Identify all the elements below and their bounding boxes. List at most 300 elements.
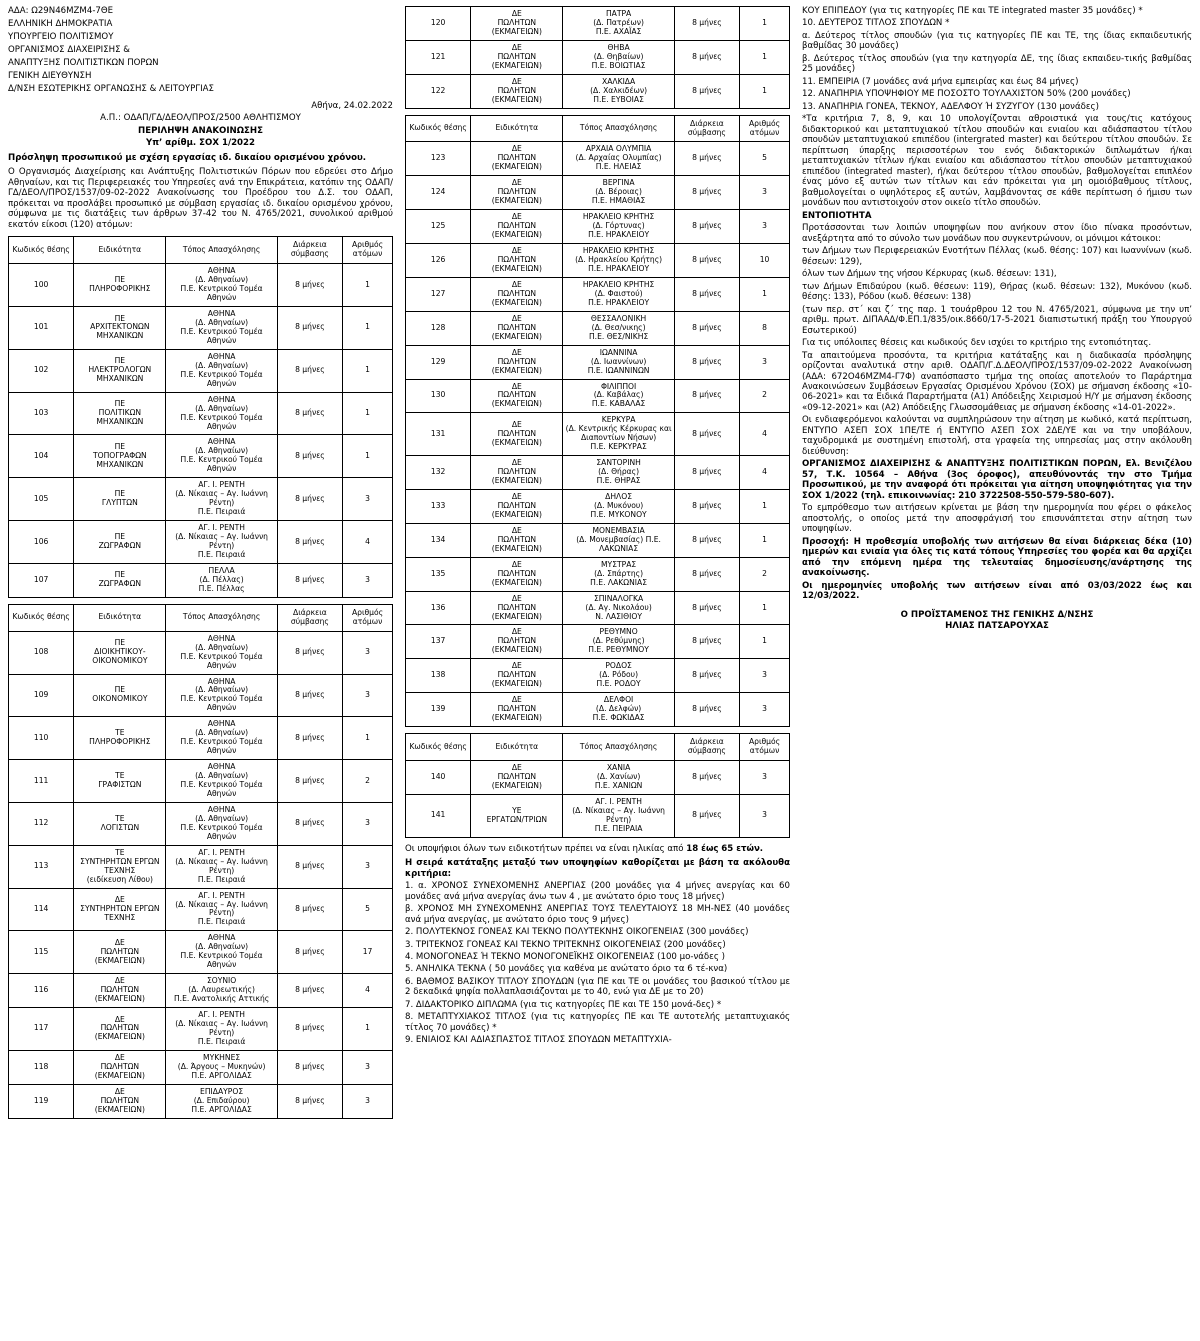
cell-specialty: ΔΕ ΠΩΛΗΤΩΝ (ΕΚΜΑΓΕΙΩΝ): [74, 1050, 166, 1084]
cell-specialty: ΔΕ ΠΩΛΗΤΩΝ (ΕΚΜΑΓΕΙΩΝ): [471, 345, 563, 379]
cell-code: 110: [9, 717, 74, 760]
cell-code: 115: [9, 931, 74, 974]
table-row: [406, 591, 790, 625]
table-row: [406, 311, 790, 345]
cell-duration: 8 μήνες: [674, 591, 739, 625]
cell-code: 126: [406, 244, 471, 278]
table-row: [9, 931, 393, 974]
table-row: [406, 244, 790, 278]
criterion-8: 8. ΜΕΤΑΠΤΥΧΙΑΚΟΣ ΤΙΤΛΟΣ (για τις κατηγορίες ΠΕ και ΤΕ αυτοτελής μεταπτυχιακός τίτλος 70 μονάδες) *: [405, 1012, 790, 1033]
criterion-6: 6. ΒΑΘΜΟΣ ΒΑΣΙΚΟΥ ΤΙΤΛΟΥ ΣΠΟΥΔΩΝ (για ΠΕ και ΤΕ οι μονάδες του βασικού τίτλου με 2 δεκαδικά ψηφία πολλαπλασιάζονται με το 40, ενώ για ΔΕ με το 20): [405, 976, 790, 998]
cell-location: ΑΘΗΝΑ (Δ. Αθηναίων) Π.Ε. Κεντρικού Τομέα Αθηνών: [166, 264, 277, 307]
cell-specialty: ΔΕ ΠΩΛΗΤΩΝ (ΕΚΜΑΓΕΙΩΝ): [471, 74, 563, 108]
timeliness-note: Το εμπρόθεσμο των αιτήσεων κρίνεται με βάση την ημερομηνία που φέρει ο φάκελος αποστολής, ο οποίος μετά την αποσφράγισή του επισυνάπτεται στην αίτηση των υποψηφίων.: [802, 503, 1192, 535]
cell-duration: 8 μήνες: [277, 1008, 342, 1051]
cell-location: ΣΠΙΝΑΛΟΓΚΑ (Δ. Αγ. Νικολάου) Ν. ΛΑΣΙΘΙΟΥ: [563, 591, 674, 625]
cell-duration: 8 μήνες: [674, 311, 739, 345]
cell-specialty: ΠΕ ΓΛΥΠΤΩΝ: [74, 478, 166, 521]
cell-duration: 8 μήνες: [674, 760, 739, 794]
cell-duration: 8 μήνες: [277, 435, 342, 478]
cell-specialty: ΔΕ ΠΩΛΗΤΩΝ (ΕΚΜΑΓΕΙΩΝ): [471, 277, 563, 311]
cell-count: 2: [740, 379, 790, 413]
th-location: Τόπος Απασχόλησης: [166, 604, 277, 631]
cell-code: 113: [9, 845, 74, 888]
cell-code: 106: [9, 521, 74, 564]
table-body: [406, 760, 790, 837]
table-row: [9, 974, 393, 1008]
cell-count: 3: [343, 631, 393, 674]
cell-location: ΜΥΚΗΝΕΣ (Δ. Άργους – Μυκηνών) Π.Ε. ΑΡΓΟΛΙΔΑΣ: [166, 1050, 277, 1084]
cell-location: ΑΘΗΝΑ (Δ. Αθηναίων) Π.Ε. Κεντρικού Τομέα Αθηνών: [166, 802, 277, 845]
th-specialty: Ειδικότητα: [74, 237, 166, 264]
cell-specialty: ΔΕ ΠΩΛΗΤΩΝ (ΕΚΜΑΓΕΙΩΝ): [471, 523, 563, 557]
cell-count: 4: [343, 974, 393, 1008]
criterion-5: 5. ΑΝΗΛΙΚΑ ΤΕΚΝΑ ( 50 μονάδες για καθένα με ανώτατο όριο τα 6 τέ-κνα): [405, 964, 728, 975]
table-row: [9, 563, 393, 597]
cell-specialty: ΔΕ ΠΩΛΗΤΩΝ (ΕΚΜΑΓΕΙΩΝ): [471, 244, 563, 278]
cell-duration: 8 μήνες: [277, 392, 342, 435]
cell-location: ΒΕΡΓΙΝΑ (Δ. Βέροιας) Π.Ε. ΗΜΑΘΙΑΣ: [563, 176, 674, 210]
cell-location: ΑΘΗΝΑ (Δ. Αθηναίων) Π.Ε. Κεντρικού Τομέα Αθηνών: [166, 392, 277, 435]
cell-count: 5: [740, 142, 790, 176]
th-location: Τόπος Απασχόλησης: [563, 734, 674, 761]
cell-count: 2: [740, 557, 790, 591]
document-title: ΠΕΡΙΛΗΨΗ ΑΝΑΚΟΙΝΩΣΗΣ: [138, 125, 263, 136]
place-date: Αθήνα, 24.02.2022: [311, 101, 393, 111]
criteria-title: Η σειρά κατάταξης μεταξύ των υποψηφίων καθορίζεται με βάση τα ακόλουθα κριτήρια:: [405, 858, 790, 879]
th-code: Κωδικός θέσης: [406, 734, 471, 761]
cell-specialty: ΔΕ ΠΩΛΗΤΩΝ (ΕΚΜΑΓΕΙΩΝ): [471, 176, 563, 210]
attention-note: Προσοχή: Η προθεσμία υποβολής των αιτήσεων θα είναι διάρκειας δέκα (10) ημερών και ενιαία για όλες τις κατά τόπους Υπηρεσίες του φορέα και θα αρχίζει από την επόμενη ημέρα της τελευταίας δημοσίευσης/ανάρτησης της ανακοίνωσης.: [802, 536, 1192, 579]
cell-location: ΑΘΗΝΑ (Δ. Αθηναίων) Π.Ε. Κεντρικού Τομέα Αθηνών: [166, 931, 277, 974]
table-header-row: [406, 734, 790, 761]
cell-duration: 8 μήνες: [674, 142, 739, 176]
criterion-2: 2. ΠΟΛΥΤΕΚΝΟΣ ΓΟΝΕΑΣ ΚΑΙ ΤΕΚΝΟ ΠΟΛΥΤΕΚΝΗΣ ΟΙΚΟΓΕΝΕΙΑΣ (300 μονάδες): [405, 927, 749, 938]
cell-count: 1: [343, 392, 393, 435]
table-header-row: [9, 604, 393, 631]
cell-duration: 8 μήνες: [674, 693, 739, 727]
th-duration: Διάρκεια σύμβασης: [277, 237, 342, 264]
positions-table-4: [405, 115, 790, 727]
table-row: [9, 717, 393, 760]
criterion-10: 10. ΔΕΥΤΕΡΟΣ ΤΙΤΛΟΣ ΣΠΟΥΔΩΝ *: [802, 18, 950, 29]
cell-location: ΑΘΗΝΑ (Δ. Αθηναίων) Π.Ε. Κεντρικού Τομέα Αθηνών: [166, 717, 277, 760]
cell-specialty: ΔΕ ΠΩΛΗΤΩΝ (ΕΚΜΑΓΕΙΩΝ): [74, 1008, 166, 1051]
cell-count: 4: [740, 456, 790, 490]
table-row: [406, 693, 790, 727]
cell-count: 1: [343, 307, 393, 350]
table-row: [406, 142, 790, 176]
cell-code: 136: [406, 591, 471, 625]
cell-count: 3: [740, 659, 790, 693]
cell-location: ΗΡΑΚΛΕΙΟ ΚΡΗΤΗΣ (Δ. Ηρακλείου Κρήτης) Π.Ε. ΗΡΑΚΛΕΙΟΥ: [563, 244, 674, 278]
cell-code: 102: [9, 349, 74, 392]
cell-count: 3: [343, 478, 393, 521]
table-row: [9, 1050, 393, 1084]
table-row: [9, 631, 393, 674]
cell-code: 131: [406, 413, 471, 456]
cell-count: 3: [740, 693, 790, 727]
column-left: [8, 6, 393, 1125]
cell-specialty: ΤΕ ΣΥΝΤΗΡΗΤΩΝ ΕΡΓΩΝ ΤΕΧΝΗΣ (ειδίκευση Λίθου): [74, 845, 166, 888]
cell-count: 8: [740, 311, 790, 345]
criterion-9: 9. ΕΝΙΑΙΟΣ ΚΑΙ ΑΔΙΑΣΠΑΣΤΟΣ ΤΙΤΛΟΣ ΣΠΟΥΔΩΝ ΜΕΤΑΠΤΥΧΙΑ-: [405, 1035, 672, 1046]
cell-count: 2: [343, 760, 393, 803]
locality-legal-ref: (των περ. στ΄ και ζ΄ της παρ. 1 τουάρθρου 12 του Ν. 4765/2021, σύμφωνα με την υπ’ αριθμ. πρωτ. ΔΙΠΑΑΔ/Φ.ΕΠ.1/835/οικ.8660/17-5-2021 διαπιστωτική πράξη του Υπουργού Εσωτερικού): [802, 304, 1192, 336]
cell-code: 120: [406, 7, 471, 41]
cell-code: 134: [406, 523, 471, 557]
cell-location: ΑΡΧΑΙΑ ΟΛΥΜΠΙΑ (Δ. Αρχαίας Ολυμπίας) Π.Ε. ΗΛΕΙΑΣ: [563, 142, 674, 176]
th-code: Κωδικός θέσης: [406, 115, 471, 142]
table-row: [9, 478, 393, 521]
cell-duration: 8 μήνες: [674, 345, 739, 379]
cell-specialty: ΔΕ ΣΥΝΤΗΡΗΤΩΝ ΕΡΓΩΝ ΤΕΧΝΗΣ: [74, 888, 166, 931]
cell-duration: 8 μήνες: [674, 659, 739, 693]
th-location: Τόπος Απασχόλησης: [166, 237, 277, 264]
th-code: Κωδικός θέσης: [9, 604, 74, 631]
cell-specialty: ΠΕ ΑΡΧΙΤΕΚΤΟΝΩΝ ΜΗΧΑΝΙΚΩΝ: [74, 307, 166, 350]
cell-count: 1: [740, 277, 790, 311]
cell-specialty: ΔΕ ΠΩΛΗΤΩΝ (ΕΚΜΑΓΕΙΩΝ): [471, 760, 563, 794]
cell-specialty: ΔΕ ΠΩΛΗΤΩΝ (ΕΚΜΑΓΕΙΩΝ): [471, 210, 563, 244]
cell-location: ΑΓ. Ι. ΡΕΝΤΗ (Δ. Νίκαιας – Αγ. Ιωάννη Ρέντη) Π.Ε. Πειραιά: [166, 888, 277, 931]
cell-specialty: ΔΕ ΠΩΛΗΤΩΝ (ΕΚΜΑΓΕΙΩΝ): [74, 1084, 166, 1118]
table-row: [9, 521, 393, 564]
cell-code: 133: [406, 490, 471, 524]
cell-count: 1: [343, 264, 393, 307]
cell-duration: 8 μήνες: [674, 456, 739, 490]
table-row: [406, 523, 790, 557]
cell-specialty: ΠΕ ΔΙΟΙΚΗΤΙΚΟΥ-ΟΙΚΟΝΟΜΙΚΟΥ: [74, 631, 166, 674]
table-row: [9, 760, 393, 803]
cell-duration: 8 μήνες: [277, 931, 342, 974]
cell-location: ΑΘΗΝΑ (Δ. Αθηναίων) Π.Ε. Κεντρικού Τομέα Αθηνών: [166, 349, 277, 392]
cell-code: 118: [9, 1050, 74, 1084]
cell-specialty: ΤΕ ΠΛΗΡΟΦΟΡΙΚΗΣ: [74, 717, 166, 760]
cell-count: 17: [343, 931, 393, 974]
table-row: [406, 456, 790, 490]
cell-specialty: ΠΕ ΖΩΓΡΑΦΩΝ: [74, 521, 166, 564]
cell-location: ΗΡΑΚΛΕΙΟ ΚΡΗΤΗΣ (Δ. Φαιστού) Π.Ε. ΗΡΑΚΛΕΙΟΥ: [563, 277, 674, 311]
locality-title: ΕΝΤΟΠΙΟΤΗΤΑ: [802, 210, 872, 221]
positions-table-3: [405, 6, 790, 109]
cell-duration: 8 μήνες: [277, 631, 342, 674]
cell-specialty: ΔΕ ΠΩΛΗΤΩΝ (ΕΚΜΑΓΕΙΩΝ): [74, 931, 166, 974]
cell-location: ΑΘΗΝΑ (Δ. Αθηναίων) Π.Ε. Κεντρικού Τομέα Αθηνών: [166, 674, 277, 717]
cell-code: 121: [406, 40, 471, 74]
criterion-11: 11. ΕΜΠΕΙΡΙΑ (7 μονάδες ανά μήνα εμπειρίας και έως 84 μήνες): [802, 76, 1079, 87]
cell-location: ΑΘΗΝΑ (Δ. Αθηναίων) Π.Ε. Κεντρικού Τομέα Αθηνών: [166, 760, 277, 803]
table-row: [406, 345, 790, 379]
cell-duration: 8 μήνες: [277, 563, 342, 597]
cell-count: 10: [740, 244, 790, 278]
cell-location: ΘΗΒΑ (Δ. Θηβαίων) Π.Ε. ΒΟΙΩΤΙΑΣ: [563, 40, 674, 74]
table-row: [406, 210, 790, 244]
cell-specialty: ΔΕ ΠΩΛΗΤΩΝ (ΕΚΜΑΓΕΙΩΝ): [471, 490, 563, 524]
cell-location: ΘΕΣΣΑΛΟΝΙΚΗ (Δ. Θεσ/νικης) Π.Ε. ΘΕΣ/ΝΙΚΗΣ: [563, 311, 674, 345]
republic-line: ΕΛΛΗΝΙΚΗ ΔΗΜΟΚΡΑΤΙΑ: [8, 19, 113, 29]
table-body: [406, 7, 790, 109]
cell-code: 132: [406, 456, 471, 490]
th-count: Αριθμός ατόμων: [740, 115, 790, 142]
ministry-line: ΥΠΟΥΡΓΕΙΟ ΠΟΛΙΤΙΣΜΟΥ: [8, 32, 114, 42]
cell-count: 3: [740, 210, 790, 244]
th-code: Κωδικός θέσης: [9, 237, 74, 264]
cell-code: 141: [406, 794, 471, 837]
cell-code: 116: [9, 974, 74, 1008]
table-header-row: [406, 115, 790, 142]
cell-specialty: ΔΕ ΠΩΛΗΤΩΝ (ΕΚΜΑΓΕΙΩΝ): [74, 974, 166, 1008]
intro-paragraph: Ο Οργανισμός Διαχείρισης και Ανάπτυξης Πολιτιστικών Πόρων που εδρεύει στο Δήμο Αθηναίων, και τις Περιφερειακές του Υπηρεσίες ανά την Επικράτεια, κατόπιν της ΟΔΑΠ/ΓΔ/ΔΕΟΛ/ΠΡΟΣ/1537/09-02-2022 Ανακοίνωσης του Προέδρου του Δ.Σ. του ΟΔΑΠ, πρόκειται να προσλάβει προσωπικό με σύμβαση εργασίας ιδ. δικαίου ορισμένου χρόνου, σύμφωνα με τις διατάξεις των άρθρων 37-42 του Ν. 4765/2021, συνολικού αριθμού εκατόν είκοσι (120) ατόμων:: [8, 167, 393, 230]
cell-location: ΡΕΘΥΜΝΟ (Δ. Ρεθύμνης) Π.Ε. ΡΕΘΥΜΝΟΥ: [563, 625, 674, 659]
cell-specialty: ΠΕ ΠΛΗΡΟΦΟΡΙΚΗΣ: [74, 264, 166, 307]
table-row: [9, 435, 393, 478]
positions-table-1: [8, 236, 393, 597]
age-note: Οι υποψήφιοι όλων των ειδικοτήτων πρέπει να είναι ηλικίας από 18 έως 65 ετών.: [405, 843, 764, 854]
cell-count: 1: [343, 717, 393, 760]
cell-duration: 8 μήνες: [674, 277, 739, 311]
cell-duration: 8 μήνες: [277, 1050, 342, 1084]
cell-location: ΧΑΝΙΑ (Δ. Χανίων) Π.Ε. ΧΑΝΙΩΝ: [563, 760, 674, 794]
table-body: [9, 631, 393, 1118]
criterion-10b: β. Δεύτερος τίτλος σπουδών (για την κατηγορία ΔΕ, της ίδιας εκπαιδευ-τικής βαθμίδας 25 μονάδες): [802, 53, 1192, 75]
cell-specialty: ΥΕ ΕΡΓΑΤΩΝ/ΤΡΙΩΝ: [471, 794, 563, 837]
table-row: [406, 625, 790, 659]
cell-location: ΑΓ. Ι. ΡΕΝΤΗ (Δ. Νίκαιας – Αγ. Ιωάννη Ρέντη) Π.Ε. Πειραιά: [166, 1008, 277, 1051]
th-count: Αριθμός ατόμων: [740, 734, 790, 761]
th-specialty: Ειδικότητα: [471, 734, 563, 761]
table-header-row: [9, 237, 393, 264]
cell-duration: 8 μήνες: [674, 176, 739, 210]
org-line-2: ΑΝΑΠΤΥΞΗΣ ΠΟΛΙΤΙΣΤΙΚΩΝ ΠΟΡΩΝ: [8, 58, 159, 68]
cell-count: 1: [740, 40, 790, 74]
cell-duration: 8 μήνες: [277, 521, 342, 564]
cell-duration: 8 μήνες: [674, 40, 739, 74]
cell-code: 109: [9, 674, 74, 717]
cell-count: 3: [343, 802, 393, 845]
criterion-12: 12. ΑΝΑΠΗΡΙΑ ΥΠΟΨΗΦΙΟΥ ΜΕ ΠΟΣΟΣΤΟ ΤΟΥΛΑΧΙΣΤΟΝ 50% (200 μονάδες): [802, 89, 1131, 100]
cell-code: 117: [9, 1008, 74, 1051]
criterion-1b: β. ΧΡΟΝΟΣ ΜΗ ΣΥΝΕΧΟΜΕΝΗΣ ΑΝΕΡΓΙΑΣ ΤΟΥΣ ΤΕΛΕΥΤΑΙΟΥΣ 18 ΜΗ-ΝΕΣ (40 μονάδες ανά μήνα ανεργίας, με ανώτατο όριο τους 9 μήνες): [405, 904, 790, 925]
criterion-10a: α. Δεύτερος τίτλος σπουδών (για τις κατηγορίες ΠΕ και ΤΕ, της ίδιας εκπαιδευτικής βαθμίδας 30 μονάδες): [802, 30, 1192, 52]
table-row: [406, 7, 790, 41]
criterion-3: 3. ΤΡΙΤΕΚΝΟΣ ΓΟΝΕΑΣ ΚΑΙ ΤΕΚΝΟ ΤΡΙΤΕΚΝΗΣ ΟΙΚΟΓΕΝΕΙΑΣ (200 μονάδες): [405, 939, 726, 950]
criterion-13: 13. ΑΝΑΠΗΡΙΑ ΓΟΝΕΑ, ΤΕΚΝΟΥ, ΑΔΕΛΦΟΥ Ή ΣΥΖΥΓΟΥ (130 μονάδες): [802, 101, 1099, 112]
ada-line: ΑΔΑ: Ω29Ν46ΜΖΜ4-7ΘΕ: [8, 6, 114, 16]
locality-exclusion: Για τις υπόλοιπες θέσεις και κωδικούς δεν ισχύει το κριτήριο της εντοπιότητας.: [802, 338, 1152, 349]
cell-code: 104: [9, 435, 74, 478]
table-row: [406, 794, 790, 837]
cell-duration: 8 μήνες: [674, 794, 739, 837]
cell-duration: 8 μήνες: [277, 974, 342, 1008]
table-row: [9, 802, 393, 845]
table-row: [9, 307, 393, 350]
cell-specialty: ΠΕ ΖΩΓΡΑΦΩΝ: [74, 563, 166, 597]
cell-duration: 8 μήνες: [277, 478, 342, 521]
positions-table-2: [8, 604, 393, 1119]
cell-location: ΜΥΣΤΡΑΣ (Δ. Σπάρτης) Π.Ε. ΛΑΚΩΝΙΑΣ: [563, 557, 674, 591]
document-subtitle: Υπ’ αρίθμ. ΣΟΧ 1/2022: [146, 138, 255, 149]
locality-others: των Δήμων Επιδαύρου (κωδ. θέσεων: 119), Θήρας (κωδ. θέσεων: 132), Μυκόνου (κωδ. θέσης: 133), Ρόδου (κωδ. θέσεων: 138): [802, 281, 1192, 303]
cell-count: 3: [740, 794, 790, 837]
table-row: [406, 557, 790, 591]
table-body: [406, 142, 790, 727]
column-middle: [405, 6, 790, 1048]
cell-specialty: ΠΕ ΤΟΠΟΓΡΑΦΩΝ ΜΗΧΑΝΙΚΩΝ: [74, 435, 166, 478]
submission-address: ΟΡΓΑΝΙΣΜΟΣ ΔΙΑΧΕΙΡΙΣΗΣ & ΑΝΑΠΤΥΞΗΣ ΠΟΛΙΤΙΣΤΙΚΩΝ ΠΟΡΩΝ, Ελ. Βενιζέλου 57, Τ.Κ. 10564 – Αθήνα (3ος όροφος), απευθύνοντάς την στο Τμήμα Προσωπικού, με την αναφορά ότι πρόκειται για αίτηση υποψηφιότητας για την ΣΟΧ 1/2022 (τηλ. επικοινωνίας: 210 3722508-550-579-580-607).: [802, 459, 1192, 501]
cell-code: 101: [9, 307, 74, 350]
cell-duration: 8 μήνες: [674, 379, 739, 413]
table-row: [406, 490, 790, 524]
th-count: Αριθμός ατόμων: [343, 237, 393, 264]
cell-count: 1: [740, 490, 790, 524]
cell-specialty: ΔΕ ΠΩΛΗΤΩΝ (ΕΚΜΑΓΕΙΩΝ): [471, 557, 563, 591]
cell-code: 107: [9, 563, 74, 597]
cell-specialty: ΔΕ ΠΩΛΗΤΩΝ (ΕΚΜΑΓΕΙΩΝ): [471, 456, 563, 490]
cell-count: 1: [740, 7, 790, 41]
cell-code: 124: [406, 176, 471, 210]
table-row: [9, 845, 393, 888]
application-instructions: Οι ενδιαφερόμενοι καλούνται να συμπληρώσουν την αίτηση με κωδικό, κατά περίπτωση, ΕΝΤΥΠΟ ΑΣΕΠ ΣΟΧ 1ΠΕ/ΤΕ ή ΕΝΤΥΠΟ ΑΣΕΠ ΣΟΧ 2ΔΕ/ΥΕ και να την υποβάλουν, ταχυδρομικά με συστημένη επιστολή, στα γραφεία της υπηρεσίας μας στην ακόλουθη διεύθυνση:: [802, 415, 1192, 457]
cell-specialty: ΔΕ ΠΩΛΗΤΩΝ (ΕΚΜΑΓΕΙΩΝ): [471, 591, 563, 625]
cell-location: ΦΙΛΙΠΠΟΙ (Δ. Καβάλας) Π.Ε. ΚΑΒΑΛΑΣ: [563, 379, 674, 413]
column-right: [802, 6, 1192, 632]
cell-location: ΠΕΛΛΑ (Δ. Πέλλας) Π.Ε. Πέλλας: [166, 563, 277, 597]
cell-count: 4: [740, 413, 790, 456]
cell-count: 1: [343, 349, 393, 392]
cell-location: ΗΡΑΚΛΕΙΟ ΚΡΗΤΗΣ (Δ. Γόρτυνας) Π.Ε. ΗΡΑΚΛΕΙΟΥ: [563, 210, 674, 244]
table-row: [406, 379, 790, 413]
cell-code: 130: [406, 379, 471, 413]
cell-specialty: ΠΕ ΗΛΕΚΤΡΟΛΟΓΩΝ ΜΗΧΑΝΙΚΩΝ: [74, 349, 166, 392]
cell-code: 105: [9, 478, 74, 521]
cell-duration: 8 μήνες: [277, 349, 342, 392]
cell-duration: 8 μήνες: [674, 490, 739, 524]
cell-count: 1: [740, 523, 790, 557]
signature-name: ΗΛΙΑΣ ΠΑΤΣΑΡΟΥΧΑΣ: [945, 620, 1049, 631]
lead-paragraph: Πρόσληψη προσωπικού με σχέση εργασίας ιδ. δικαίου ορισμένου χρόνου.: [8, 152, 367, 163]
cell-duration: 8 μήνες: [277, 1084, 342, 1118]
table-row: [9, 349, 393, 392]
cell-code: 139: [406, 693, 471, 727]
th-duration: Διάρκεια σύμβασης: [277, 604, 342, 631]
cell-location: ΣΑΝΤΟΡΙΝΗ (Δ. Θήρας) Π.Ε. ΘΗΡΑΣ: [563, 456, 674, 490]
cell-code: 140: [406, 760, 471, 794]
table-row: [406, 413, 790, 456]
cell-count: 1: [740, 625, 790, 659]
cell-duration: 8 μήνες: [674, 244, 739, 278]
th-location: Τόπος Απασχόλησης: [563, 115, 674, 142]
cell-count: 3: [343, 1084, 393, 1118]
criterion-1a: 1. α. ΧΡΟΝΟΣ ΣΥΝΕΧΟΜΕΝΗΣ ΑΝΕΡΓΙΑΣ (200 μονάδες για 4 μήνες ανεργίας και 60 μονάδες ανά μήνα ανεργίας άνω των 4 , με ανώτατο όριο τους 18 μήνες): [405, 881, 790, 902]
cell-duration: 8 μήνες: [277, 717, 342, 760]
table-row: [9, 1084, 393, 1118]
cell-duration: 8 μήνες: [277, 888, 342, 931]
cell-count: 1: [343, 435, 393, 478]
cell-code: 125: [406, 210, 471, 244]
cell-code: 103: [9, 392, 74, 435]
cell-duration: 8 μήνες: [277, 845, 342, 888]
cell-code: 111: [9, 760, 74, 803]
cell-location: ΧΑΛΚΙΔΑ (Δ. Χαλκιδέων) Π.Ε. ΕΥΒΟΙΑΣ: [563, 74, 674, 108]
cell-location: ΕΠΙΔΑΥΡΟΣ (Δ. Επιδαύρου) Π.Ε. ΑΡΓΟΛΙΔΑΣ: [166, 1084, 277, 1118]
cell-duration: 8 μήνες: [674, 74, 739, 108]
criterion-7: 7. ΔΙΔΑΚΤΟΡΙΚΟ ΔΙΠΛΩΜΑ (για τις κατηγορίες ΠΕ και ΤΕ 150 μονά-δες) *: [405, 999, 722, 1010]
locality-pella-ioannina: των Δήμων των Περιφερειακών Ενοτήτων Πέλλας (κωδ. θέσης: 107) και Ιωαννίνων (κωδ. θέσεων: 129),: [802, 246, 1192, 267]
cell-location: ΜΟΝΕΜΒΑΣΙΑ (Δ. Μονεμβασίας) Π.Ε. ΛΑΚΩΝΙΑΣ: [563, 523, 674, 557]
locality-kerkyra: όλων των Δήμων της νήσου Κέρκυρας (κωδ. θέσεων: 131),: [802, 269, 1057, 280]
cell-duration: 8 μήνες: [277, 802, 342, 845]
cell-code: 112: [9, 802, 74, 845]
signature-block: [802, 610, 1192, 632]
table-row: [406, 277, 790, 311]
table-row: [406, 659, 790, 693]
table-row: [9, 392, 393, 435]
cell-duration: 8 μήνες: [674, 523, 739, 557]
cell-specialty: ΤΕ ΓΡΑΦΙΣΤΩΝ: [74, 760, 166, 803]
submission-dates: Οι ημερομηνίες υποβολής των αιτήσεων είναι από 03/03/2022 έως και 12/03/2022.: [802, 580, 1192, 602]
th-duration: Διάρκεια σύμβασης: [674, 734, 739, 761]
th-count: Αριθμός ατόμων: [343, 604, 393, 631]
table-row: [406, 176, 790, 210]
positions-table-5: [405, 733, 790, 838]
cell-code: 114: [9, 888, 74, 931]
cell-location: ΔΗΛΟΣ (Δ. Μυκόνου) Π.Ε. ΜΥΚΟΝΟΥ: [563, 490, 674, 524]
cell-duration: 8 μήνες: [277, 760, 342, 803]
cell-location: ΙΩΑΝΝΙΝΑ (Δ. Ιωαννίνων) Π.Ε. ΙΩΑΝΝΙΝΩΝ: [563, 345, 674, 379]
org-line-1: ΟΡΓΑΝΙΣΜΟΣ ΔΙΑΧΕΙΡΙΣΗΣ &: [8, 45, 130, 55]
table-row: [406, 74, 790, 108]
cell-count: 5: [343, 888, 393, 931]
cell-duration: 8 μήνες: [674, 7, 739, 41]
cell-count: 3: [343, 845, 393, 888]
cell-location: ΠΑΤΡΑ (Δ. Πατρέων) Π.Ε. ΑΧΑΪΑΣ: [563, 7, 674, 41]
cell-count: 1: [740, 591, 790, 625]
cell-specialty: ΔΕ ΠΩΛΗΤΩΝ (ΕΚΜΑΓΕΙΩΝ): [471, 40, 563, 74]
cell-location: ΑΓ. Ι. ΡΕΝΤΗ (Δ. Νίκαιας – Αγ. Ιωάννη Ρέντη) Π.Ε. Πειραιά: [166, 845, 277, 888]
cell-duration: 8 μήνες: [277, 674, 342, 717]
cell-code: 108: [9, 631, 74, 674]
cell-specialty: ΔΕ ΠΩΛΗΤΩΝ (ΕΚΜΑΓΕΙΩΝ): [471, 413, 563, 456]
cell-count: 3: [343, 674, 393, 717]
cell-duration: 8 μήνες: [277, 307, 342, 350]
cell-code: 129: [406, 345, 471, 379]
table-row: [9, 674, 393, 717]
directorate-line: Δ/ΝΣΗ ΕΣΩΤΕΡΙΚΗΣ ΟΡΓΑΝΩΣΗΣ & ΛΕΙΤΟΥΡΓΙΑΣ: [8, 84, 214, 94]
cell-count: 3: [740, 760, 790, 794]
cell-location: ΑΘΗΝΑ (Δ. Αθηναίων) Π.Ε. Κεντρικού Τομέα Αθηνών: [166, 307, 277, 350]
locality-intro: Προτάσσονται των λοιπών υποψηφίων που ανήκουν στον ίδιο πίνακα προσόντων, ανεξάρτητα από το σύνολο των μονάδων που συγκεντρώνουν, οι μόνιμοι κάτοικοι:: [802, 223, 1192, 244]
cell-code: 119: [9, 1084, 74, 1118]
th-duration: Διάρκεια σύμβασης: [674, 115, 739, 142]
cell-duration: 8 μήνες: [674, 557, 739, 591]
cell-location: ΑΓ. Ι. ΡΕΝΤΗ (Δ. Νίκαιας – Αγ. Ιωάννη Ρέντη) Π.Ε. ΠΕΙΡΑΙΑ: [563, 794, 674, 837]
protocol-number: Α.Π.: ΟΔΑΠ/ΓΔ/ΔΕΟΛ/ΠΡΟΣ/2500 ΑΘΛΗΤΙΣΜΟΥ: [100, 113, 301, 124]
cell-code: 135: [406, 557, 471, 591]
cell-count: 1: [343, 1008, 393, 1051]
letterhead: [8, 6, 393, 95]
table-row: [9, 1008, 393, 1051]
table-row: [406, 40, 790, 74]
cell-count: 3: [343, 1050, 393, 1084]
cell-location: ΔΕΛΦΟΙ (Δ. Δελφών) Π.Ε. ΦΩΚΙΔΑΣ: [563, 693, 674, 727]
cell-location: ΣΟΥΝΙΟ (Δ. Λαυρεωτικής) Π.Ε. Ανατολικής Αττικής: [166, 974, 277, 1008]
cell-code: 127: [406, 277, 471, 311]
three-column-layout: [8, 6, 1192, 1125]
cell-specialty: ΔΕ ΠΩΛΗΤΩΝ (ΕΚΜΑΓΕΙΩΝ): [471, 659, 563, 693]
cell-duration: 8 μήνες: [674, 413, 739, 456]
general-directorate-line: ΓΕΝΙΚΗ ΔΙΕΥΘΥΝΣΗ: [8, 71, 92, 81]
